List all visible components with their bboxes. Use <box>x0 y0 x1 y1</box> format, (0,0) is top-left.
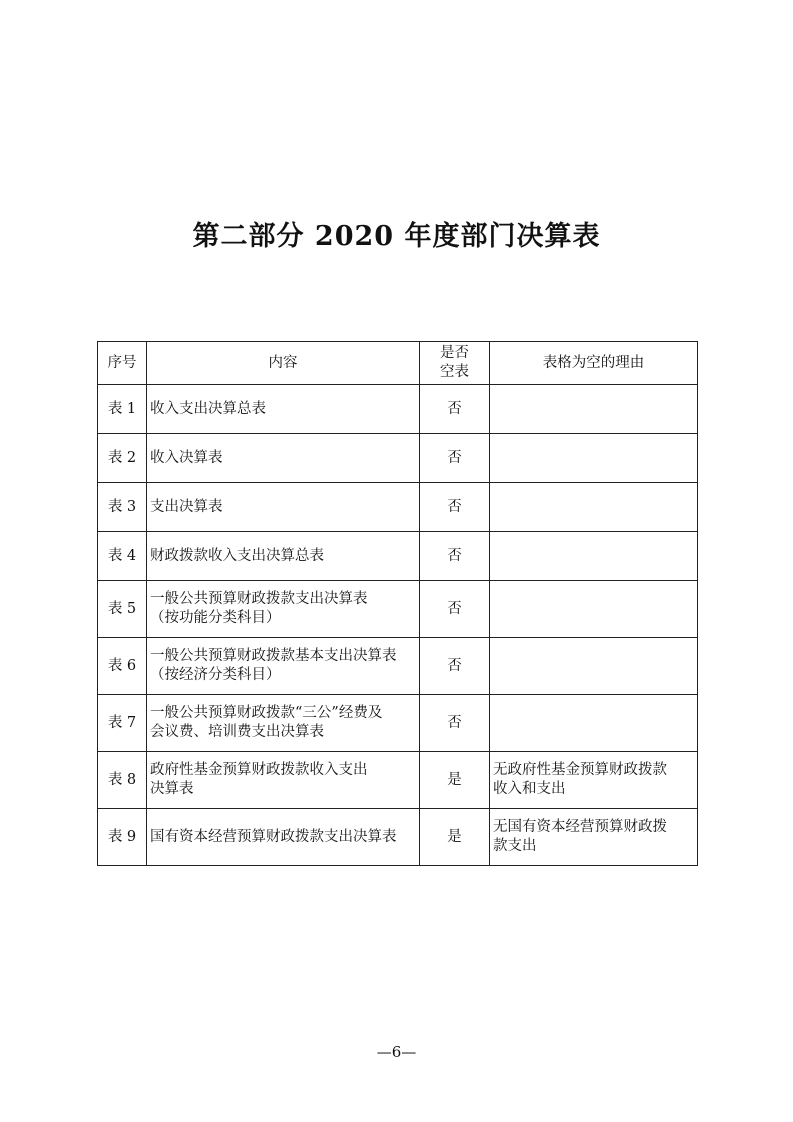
table-row <box>98 752 698 809</box>
table-row <box>98 638 698 695</box>
header-content: 内容 <box>147 342 420 385</box>
row-is-empty: 否 <box>420 695 490 752</box>
row-reason <box>490 581 698 638</box>
row-content-line1: 支出决算表 <box>150 498 223 515</box>
table-row <box>98 809 698 866</box>
row-index: 表 7 <box>98 695 147 752</box>
row-is-empty: 否 <box>420 638 490 695</box>
table-row <box>98 483 698 532</box>
row-content-line1: 国有资本经营预算财政拨款支出决算表 <box>150 828 397 845</box>
header-is-empty <box>420 342 490 385</box>
row-content <box>147 752 420 809</box>
row-content-line1: 一般公共预算财政拨款“三公”经费及 <box>150 705 383 721</box>
row-reason <box>490 385 698 434</box>
row-index: 表 8 <box>98 752 147 809</box>
table-row <box>98 434 698 483</box>
row-content <box>147 809 420 866</box>
row-content <box>147 532 420 581</box>
header-is-empty-line2: 空表 <box>440 364 469 380</box>
row-index: 表 2 <box>98 434 147 483</box>
row-reason <box>490 752 698 809</box>
row-content-line2: 会议费、培训费支出决算表 <box>150 724 324 740</box>
row-content-line2: 决算表 <box>150 781 194 797</box>
row-reason-line2: 款支出 <box>493 838 537 854</box>
row-content <box>147 695 420 752</box>
header-is-empty-line1: 是否 <box>440 345 469 361</box>
row-reason-line2: 收入和支出 <box>493 781 566 797</box>
row-index: 表 9 <box>98 809 147 866</box>
table-row <box>98 695 698 752</box>
row-content <box>147 483 420 532</box>
table-row <box>98 581 698 638</box>
row-content-line1: 一般公共预算财政拨款支出决算表 <box>150 591 368 607</box>
row-is-empty: 否 <box>420 434 490 483</box>
row-reason <box>490 483 698 532</box>
row-reason-line1: 无国有资本经营预算财政拨 <box>493 819 667 835</box>
row-reason <box>490 809 698 866</box>
row-is-empty: 否 <box>420 581 490 638</box>
row-content <box>147 434 420 483</box>
row-is-empty: 否 <box>420 532 490 581</box>
row-reason <box>490 695 698 752</box>
row-reason <box>490 532 698 581</box>
row-is-empty: 是 <box>420 809 490 866</box>
row-content <box>147 385 420 434</box>
final-accounts-table <box>97 341 698 866</box>
row-reason <box>490 434 698 483</box>
row-content-line2: （按功能分类科目） <box>150 610 281 626</box>
row-index: 表 4 <box>98 532 147 581</box>
row-index: 表 5 <box>98 581 147 638</box>
row-reason <box>490 638 698 695</box>
row-content <box>147 638 420 695</box>
row-content-line1: 一般公共预算财政拨款基本支出决算表 <box>150 648 397 664</box>
table-row <box>98 385 698 434</box>
page-number: —6— <box>376 1043 417 1061</box>
row-content-line1: 收入决算表 <box>150 449 223 466</box>
row-is-empty: 是 <box>420 752 490 809</box>
row-content-line1: 收入支出决算总表 <box>150 400 266 417</box>
row-index: 表 6 <box>98 638 147 695</box>
header-reason: 表格为空的理由 <box>490 342 698 385</box>
row-is-empty: 否 <box>420 385 490 434</box>
page-title: 第二部分 2020 年度部门决算表 <box>192 221 601 252</box>
row-reason-line1: 无政府性基金预算财政拨款 <box>493 762 667 778</box>
row-content-line1: 财政拨款收入支出决算总表 <box>150 547 324 564</box>
header-index: 序号 <box>98 342 147 385</box>
row-index: 表 3 <box>98 483 147 532</box>
row-content <box>147 581 420 638</box>
row-content-line2: （按经济分类科目） <box>150 667 281 683</box>
row-index: 表 1 <box>98 385 147 434</box>
row-is-empty: 否 <box>420 483 490 532</box>
row-content-line1: 政府性基金预算财政拨款收入支出 <box>150 762 368 778</box>
table-row <box>98 532 698 581</box>
table-header-row <box>98 342 698 385</box>
